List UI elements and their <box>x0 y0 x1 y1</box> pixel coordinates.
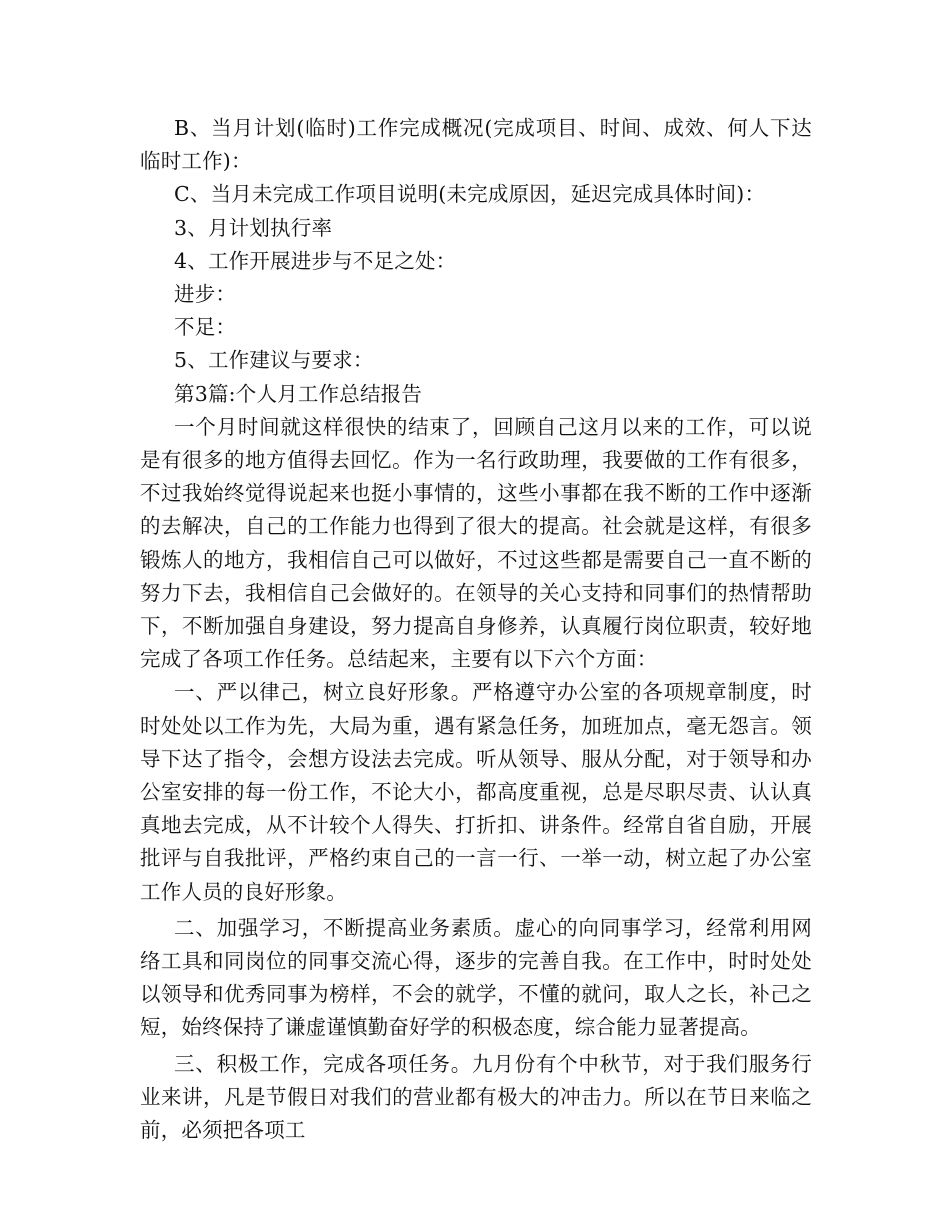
paragraph-plan-execution-rate: 3、月计划执行率 <box>174 215 333 240</box>
document-body <box>140 112 812 1147</box>
paragraph-b-plan-summary: B、当月计划(临时)工作完成概况(完成项目、时间、成效、何人下达临时工作)： <box>140 116 812 174</box>
paragraph-suggestions: 5、工作建议与要求： <box>174 348 374 373</box>
paragraph-progress-label: 进步： <box>174 282 237 307</box>
paragraph-point-one: 一、严以律己，树立良好形象。严格遵守办公室的各项规章制度，时时处处以工作为先，大局为重，遇有紧急任务，加班加点，毫无怨言。领导下达了指令，会想方设法去完成。听从领导、服从分配，对于领导和办公室安排的每一份工作，不论大小，都高度重视，总是尽职尽责、认认真真地去完成，从不计较个人得失、打折扣、讲条件。经常自省自励，开展批评与自我批评，严格约束自己的一言一行、一举一动，树立起了办公室工作人员的良好形象。 <box>140 680 812 904</box>
paragraph-point-two: 二、加强学习，不断提高业务素质。虚心的向同事学习，经常利用网络工具和同岗位的同事交流心得，逐步的完善自我。在工作中，时时处处以领导和优秀同事为榜样，不会的就学，不懂的就问，取人之长，补己之短，始终保持了谦虚谨慎勤奋好学的积极态度，综合能力显著提高。 <box>140 915 812 1040</box>
paragraph-c-unfinished-items: C、当月未完成工作项目说明(未完成原因，延迟完成具体时间)： <box>174 182 766 207</box>
paragraph-progress-and-shortcomings: 4、工作开展进步与不足之处： <box>174 248 457 273</box>
paragraph-intro: 一个月时间就这样很快的结束了，回顾自己这月以来的工作，可以说是有很多的地方值得去回忆。作为一名行政助理，我要做的工作有很多，不过我始终觉得说起来也挺小事情的，这些小事都在我不断的工作中逐渐的去解决，自己的工作能力也得到了很大的提高。社会就是这样，有很多锻炼人的地方，我相信自己可以做好，不过这些都是需要自己一直不断的努力下去，我相信自己会做好的。在领导的关心支持和同事们的热情帮助下，不断加强自身建设，努力提高自身修养，认真履行岗位职责，较好地完成了各项工作任务。总结起来，主要有以下六个方面： <box>140 414 812 672</box>
section-heading-article-3: 第3篇:个人月工作总结报告 <box>174 381 423 406</box>
paragraph-point-three: 三、积极工作，完成各项任务。九月份有个中秋节，对于我们服务行业来讲，凡是节假日对我们的营业都有极大的冲击力。所以在节日来临之前，必须把各项工 <box>140 1051 812 1143</box>
paragraph-shortcomings-label: 不足： <box>174 315 237 340</box>
